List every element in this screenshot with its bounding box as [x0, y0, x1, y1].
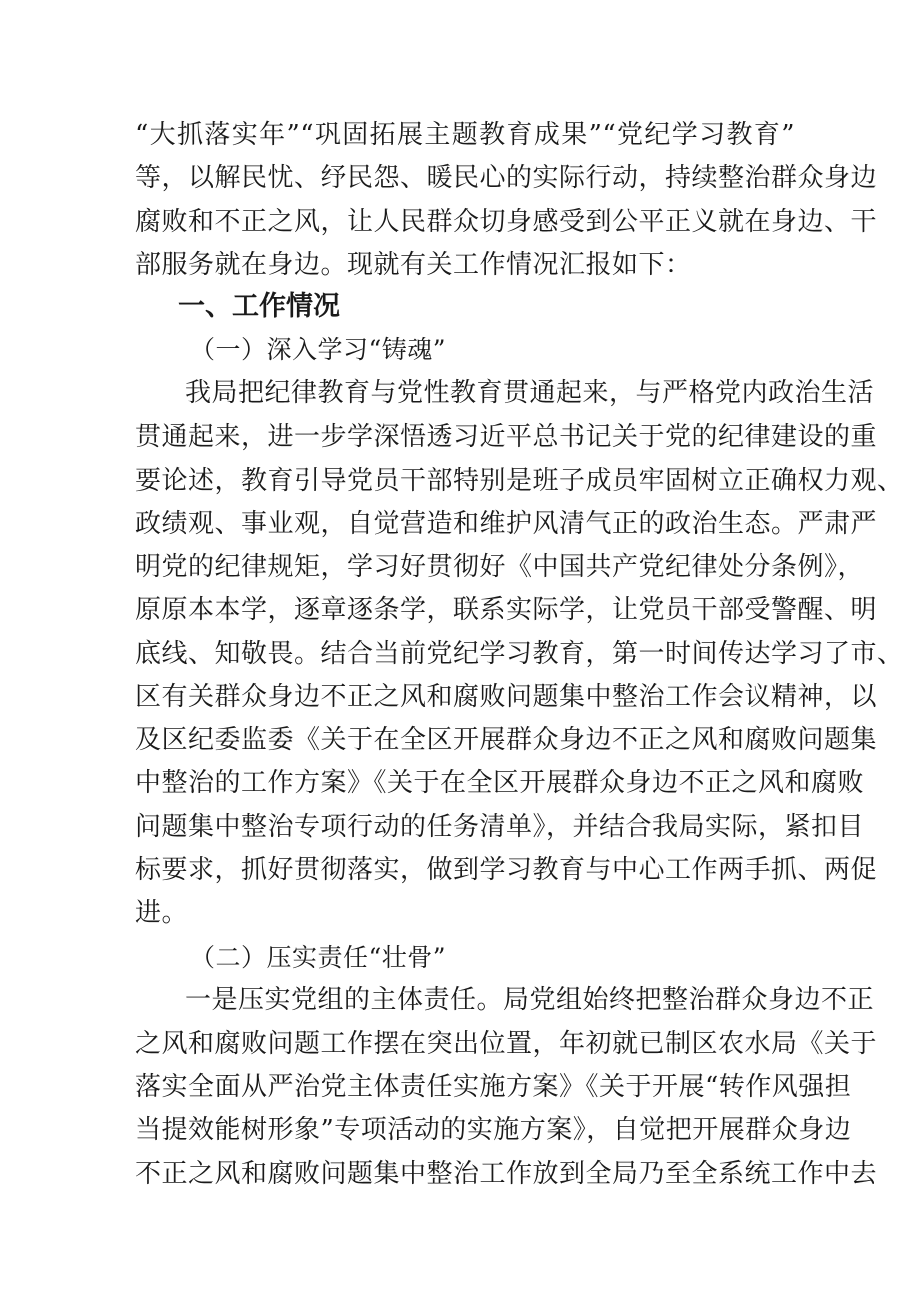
paragraph-line: 要论述，教育引导党员干部特别是班子成员牢固树立正确权力观、 [135, 466, 904, 496]
paragraph-line: 标要求，抓好贯彻落实，做到学习教育与中心工作两手抓、两促 [135, 855, 878, 885]
paragraph-line: 问题集中整治专项行动的任务清单》，并结合我局实际，紧扣目 [135, 812, 865, 842]
paragraph-line: 进。 [135, 898, 189, 928]
paragraph-line: 政绩观、事业观，自觉营造和维护风清气正的政治生态。严肃严 [135, 509, 878, 539]
paragraph-line: 一是压实党组的主体责任。局党组始终把整治群众身边不正 [185, 985, 875, 1015]
paragraph-line: 区有关群众身边不正之风和腐败问题集中整治工作会议精神，以 [135, 682, 878, 712]
paragraph-line: 我局把纪律教育与党性教育贯通起来，与严格党内政治生活 [185, 378, 875, 408]
paragraph-line: 中整治的工作方案》《关于在全区开展群众身边不正之风和腐败 [135, 768, 865, 798]
paragraph-line: 之风和腐败问题工作摆在突出位置，年初就已制区农水局《关于 [135, 1029, 878, 1059]
subsection-heading: （二）压实责任“壮骨” [190, 943, 447, 972]
paragraph-line: 不正之风和腐败问题集中整治工作放到全局乃至全系统工作中去 [135, 1159, 878, 1189]
paragraph-line: 当提效能树形象”专项活动的实施方案》，自觉把开展群众身边 [135, 1115, 852, 1145]
paragraph-line: 落实全面从严治党主体责任实施方案》《关于开展“转作风强担 [135, 1072, 852, 1102]
paragraph-line: 部服务就在身边。现就有关工作情况汇报如下： [135, 250, 692, 280]
paragraph-line: 腐败和不正之风，让人民群众切身感受到公平正义就在身边、干 [135, 207, 878, 237]
paragraph-line: 底线、知敬畏。结合当前党纪学习教育，第一时间传达学习了市、 [135, 639, 904, 669]
paragraph-line: 贯通起来，进一步学深悟透习近平总书记关于党的纪律建设的重 [135, 422, 878, 452]
paragraph-line: 明党的纪律规矩，学习好贯彻好《中国共产党纪律处分条例》， [135, 552, 865, 582]
paragraph-line: 等，以解民忧、纾民怨、暖民心的实际行动，持续整治群众身边 [135, 163, 878, 193]
paragraph-line: 及区纪委监委《关于在全区开展群众身边不正之风和腐败问题集 [135, 725, 878, 755]
paragraph-line: 原原本本学，逐章逐条学，联系实际学，让党员干部受警醒、明 [135, 595, 878, 625]
paragraph-line: “大抓落实年”“巩固拓展主题教育成果”“党纪学习教育” [135, 120, 795, 150]
subsection-heading: （一）深入学习“铸魂” [190, 335, 447, 364]
section-heading: 一、工作情况 [178, 291, 340, 322]
